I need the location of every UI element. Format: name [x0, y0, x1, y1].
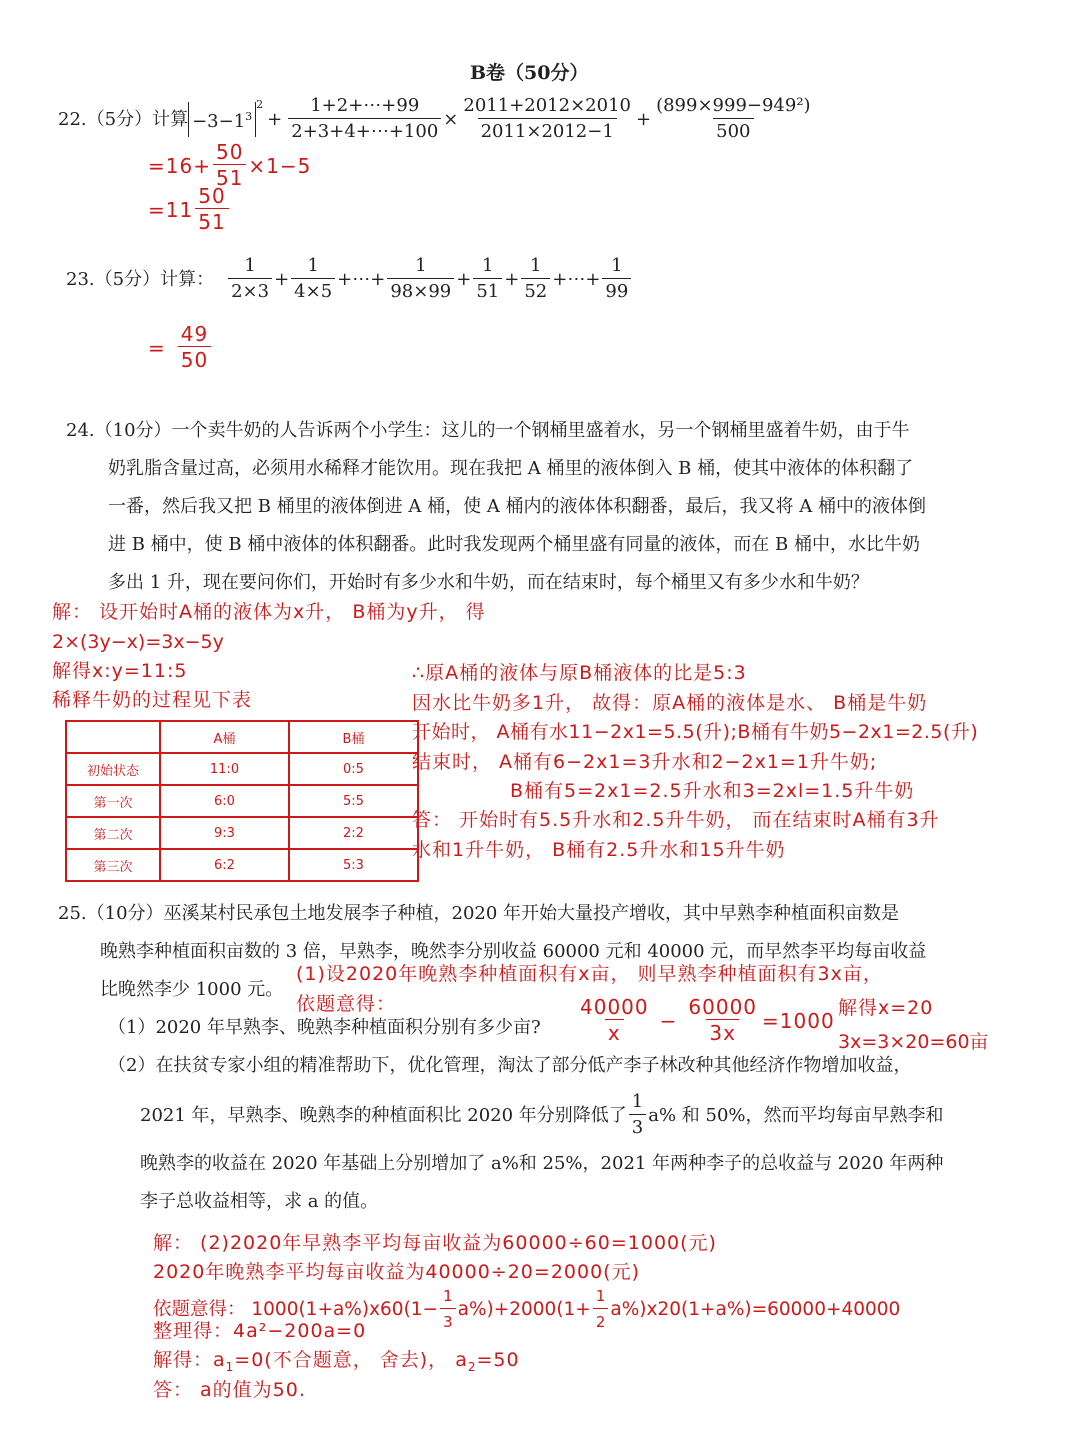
q24-answer-right: 水和1升牛奶， B桶有2.5升水和15升牛奶 — [412, 839, 786, 861]
q22-fraction-1: $\frac{1+2+\cdots+99}{2+3+4+\cdots+100}$ — [288, 94, 441, 145]
q25-part1: （1）2020 年早熟李、晚熟李种植面积分别有多少亩? — [108, 1017, 541, 1038]
q22-abs-text: −3−1 — [192, 111, 246, 132]
q25-line: 晚熟李种植面积亩数的 3 倍，早熟李，晚然李分别收益 60000 元和 40000 元，而早然李平均每亩收益 — [100, 941, 927, 962]
q25-answer1-line2: 依题意得： — [296, 993, 397, 1015]
q25-answer2-final: 答： a的值为50. — [153, 1379, 306, 1401]
table-row: 第三次 6:2 5:3 — [66, 849, 418, 881]
q25-part2-line4: 李子总收益相等，求 a 的值。 — [140, 1191, 379, 1212]
q24-answer-right: ∴原A桶的液体与原B桶液体的比是5:3 — [412, 662, 747, 684]
q25-answer2-line: 解： (2)2020年早熟李平均每亩收益为60000÷60=1000(元) — [153, 1232, 717, 1254]
q25-line: 25.（10分）巫溪某村民承包土地发展李子种植，2020 年开始大量投产增收，其中早熟李种植面积亩数是 — [58, 903, 900, 924]
q25-answer1-result: 3x=3×20=60亩 — [838, 1031, 989, 1053]
dilution-table — [65, 720, 419, 882]
table-header-row: A桶 B桶 — [66, 721, 418, 753]
q24-line: 奶乳脂含量过高，必须用水稀释才能饮用。现在我把 A 桶里的液体倒入 B 桶，使其中液体的体积翻了 — [108, 458, 914, 479]
q24-line: 多出 1 升，现在要问你们，开始时有多少水和牛奶，而在结束时，每个桶里又有多少水和牛奶？ — [108, 572, 869, 593]
q24-line: 进 B 桶中，使 B 桶中液体的体积翻番。此时我发现两个桶里盛有同量的液体，而在 B 桶中，水比牛奶 — [108, 534, 921, 555]
q22-abs-pow: 2 — [256, 98, 264, 111]
q24-answer-right: 答： 开始时有5.5升水和2.5升牛奶， 而在结束时A桶有3升 — [412, 809, 940, 831]
q23-problem: 23.（5分）计算： $\frac{1}{2\times 3}$ + $\frac{1}{4\times 5}$ +⋯+ $\frac{1}{98\times 99}$ + $\frac{1}{51}$ + $\frac{1}{52}$ +⋯+ $\frac{1}{99}$ — [66, 254, 633, 305]
q22-problem: 22.（5分）计算 $-3-1^3$ $^2$ + $\frac{1+2+\cdots+99}{2+3+4+\cdots+100}$ × $\frac{2011+2012\times 2010}{2011\times 2012-1}$ + $\frac{\text{(899×999−949²)}}{500}$ — [58, 94, 816, 145]
q25-part2-line2: 2021 年，早熟李、晚熟李的种植面积比 2020 年分别降低了 $\frac{1}{3}$ a% 和 50%，然而平均每亩早熟李和 — [140, 1090, 944, 1141]
q24-answer-right: 因水比牛奶多1升， 故得：原A桶的液体是水、 B桶是牛奶 — [412, 692, 928, 714]
q25-answer1-line1: (1)设2020年晚熟李种植面积有x亩， 则早熟李种植面积有3x亩， — [296, 963, 883, 985]
q25-part2: （2）在扶贫专家小组的精准帮助下，优化管理，淘汰了部分低产李子林改种其他经济作物增加收益， — [108, 1055, 912, 1076]
q22-answer-step1: =16+ $\frac{50}{51}$ ×1−5 — [148, 140, 312, 190]
q25-answer2-solve: 解得：$a_1=0$(不合题意， 舍去)， $a_2=50$ — [153, 1349, 520, 1374]
q24-answer-right: 结束时， A桶有6−2x1=3升水和2−2x1=1升牛奶; — [412, 751, 878, 773]
q25-answer2-simplify: 整理得：4a²−200a=0 — [153, 1320, 367, 1342]
q24-line: 一番，然后我又把 B 桶里的液体倒进 A 桶，使 A 桶内的液体体积翻番，最后，我又将 A 桶中的液体倒 — [108, 496, 926, 517]
q25-answer1-equation: $\frac{40000}{x}$ − $\frac{60000}{3x}$ =1000 — [580, 995, 835, 1045]
q25-answer1-solve: 解得x=20 — [838, 997, 934, 1019]
q22-abs-exp: 3 — [245, 110, 253, 123]
table-row: 初始状态 11:0 0:5 — [66, 753, 418, 785]
q22-answer-step2: =11 $\frac{50}{51}$ — [148, 184, 231, 235]
q25-line: 比晚然李少 1000 元。 — [100, 979, 284, 1000]
q23-label: 23.（5分）计算： — [66, 268, 215, 290]
q25-part2-line3: 晚熟李的收益在 2020 年基础上分别增加了 a%和 25%，2021 年两种李子的总收益与 2020 年两种 — [140, 1153, 944, 1174]
q22-fraction-3: $\frac{\text{(899×999−949²)}}{500}$ — [653, 94, 814, 145]
q24-answer-right: B桶有5=2x1=2.5升水和3=2xl=1.5升牛奶 — [510, 780, 915, 802]
q24-answer-left: 解得x:y=11:5 — [52, 660, 188, 682]
q24-answer-right: 开始时， A桶有水11−2x1=5.5(升);B桶有牛奶5−2x1=2.5(升) — [412, 721, 979, 743]
q24-answer-left: 2×(3y−x)=3x−5y — [52, 631, 224, 653]
q24-answer-left: 稀释牛奶的过程见下表 — [52, 689, 253, 711]
table-row: 第二次 9:3 2:2 — [66, 817, 418, 849]
q25-answer2-line: 2020年晚熟李平均每亩收益为40000÷20=2000(元) — [153, 1261, 640, 1283]
q22-label: 22.（5分）计算 — [58, 108, 189, 130]
table-row: 第一次 6:0 5:5 — [66, 785, 418, 817]
q22-fraction-2: $\frac{2011+2012\times 2010}{2011\times 2012-1}$ — [460, 94, 634, 145]
q22-abs — [188, 102, 256, 137]
q24-answer-left: 解： 设开始时A桶的液体为x升， B桶为y升， 得 — [52, 601, 486, 623]
q25-answer2-equation: 依题意得： 1000(1+a%)x60(1− $\frac{1}{3}$ a%)+2000(1+ $\frac{1}{2}$ a%)x20(1+a%)=60000+40000 — [153, 1284, 900, 1335]
section-title: B卷（50分） — [470, 62, 589, 84]
q24-line: 24.（10分）一个卖牛奶的人告诉两个小学生：这儿的一个钢桶里盛着水，另一个钢桶里盛着牛奶，由于牛 — [66, 420, 910, 441]
q23-answer: = $\frac{49}{50}$ — [148, 322, 213, 373]
